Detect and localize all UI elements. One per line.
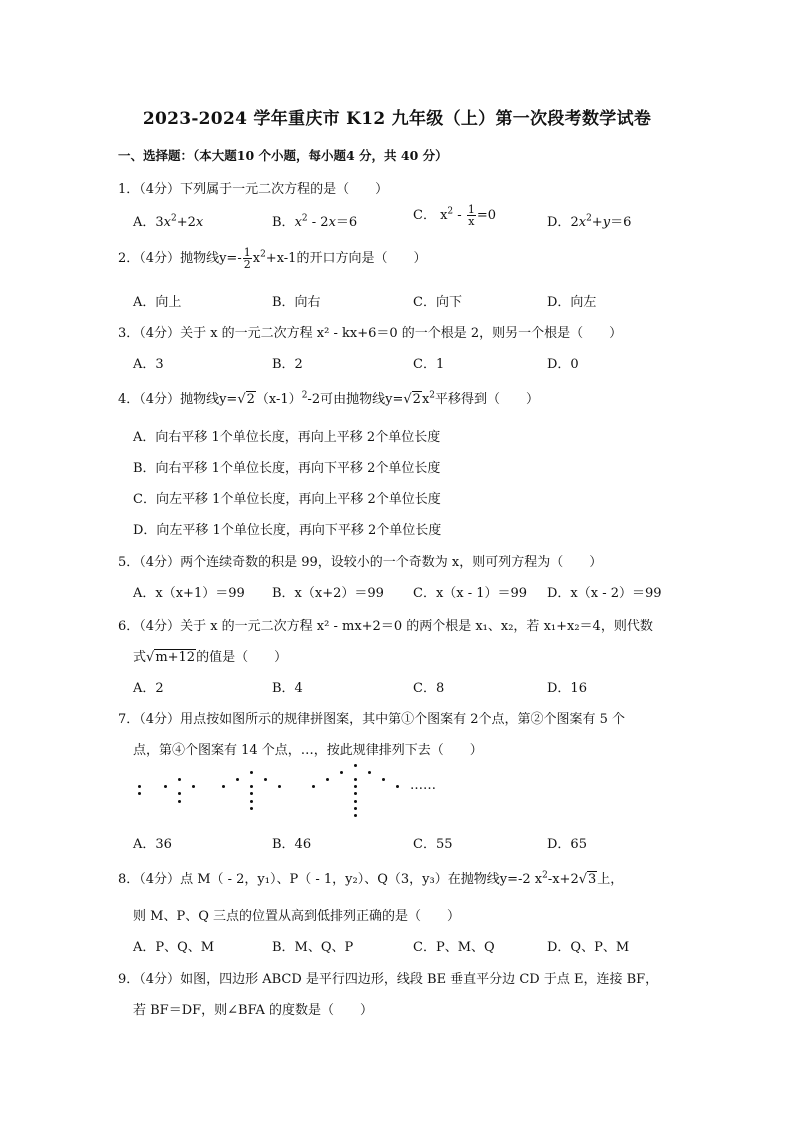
pattern-dot bbox=[368, 771, 371, 774]
question-6-line-2: 式√m+12的值是（ ） bbox=[133, 650, 288, 665]
q5-option-c: C．x（x - 1）＝99 bbox=[413, 586, 528, 601]
question-6: 6．（4分）关于 x 的一元二次方程 x² - mx+2＝0 的两个根是 x₁、x₂，若 x₁+x₂＝4，则代数 bbox=[118, 619, 653, 634]
q3-option-a: A．3 bbox=[133, 357, 164, 372]
pattern-dot bbox=[250, 785, 253, 788]
q7-option-d: D．65 bbox=[547, 837, 587, 852]
question-4: 4．（4分）抛物线$y=√2(x-1)^2-2$可由抛物线$y=√2x^2$平移得到（ ） bbox=[118, 390, 540, 407]
pattern-dot bbox=[250, 800, 253, 803]
question-8-line-2: 则 M、P、Q 三点的位置从高到低排列正确的是（ ） bbox=[133, 909, 460, 924]
section-heading: 一、选择题：（本大题10 个小题，每小题4 分，共 40 分） bbox=[118, 148, 448, 163]
q4-option-b: B．向右平移 1个单位长度，再向下平移 2个单位长度 bbox=[133, 461, 441, 476]
pattern-dot bbox=[264, 778, 267, 781]
pattern-dot bbox=[354, 764, 357, 767]
q5-option-d: D．x（x - 2）＝99 bbox=[547, 586, 662, 601]
pattern-ellipsis: …… bbox=[410, 778, 436, 793]
pattern-dot bbox=[312, 785, 315, 788]
question-2: 2．（4分）抛物线y=- $\frac{1}{2}$ $x^2+x-1$的开口方向是（ ） bbox=[118, 246, 427, 271]
question-9: 9．（4分）如图，四边形 ABCD 是平行四边形，线段 BE 垂直平分边 CD 于点 E，连接 BF， bbox=[118, 972, 659, 987]
page-title: 2023-2024 学年重庆市 K12 九年级（上）第一次段考数学试卷 bbox=[142, 109, 652, 129]
q7-option-c: C．55 bbox=[413, 837, 453, 852]
q5-option-b: B．x（x+2）＝99 bbox=[272, 586, 384, 601]
pattern-dot bbox=[354, 814, 357, 817]
pattern-dot bbox=[138, 792, 141, 795]
q1-option-d: D．$2x^2+y=6$ bbox=[547, 213, 632, 230]
question-5: 5．（4分）两个连续奇数的积是 99，设较小的一个奇数为 x，则可列方程为（ ） bbox=[118, 555, 603, 570]
q2-option-d: D．向左 bbox=[547, 295, 597, 310]
q3-option-d: D．0 bbox=[547, 357, 579, 372]
q2-option-c: C．向下 bbox=[413, 295, 462, 310]
question-8: 8．（4分）点 M（ - 2，y₁）、P（ - 1，y₂）、Q（3，y₃）在抛物线y=-2 $x^2-x+2√3$上， bbox=[118, 870, 624, 887]
q7-option-b: B．46 bbox=[272, 837, 312, 852]
question-score: （4分） bbox=[139, 182, 181, 197]
pattern-dot bbox=[164, 785, 167, 788]
question-text: 下列属于一元二次方程的是（ ） bbox=[180, 182, 389, 197]
q1-option-b: B．$x^2 - 2x=6$ bbox=[272, 213, 358, 230]
pattern-dot bbox=[250, 792, 253, 795]
pattern-dot bbox=[250, 771, 253, 774]
q2-option-a: A．向上 bbox=[133, 295, 182, 310]
pattern-dot bbox=[354, 792, 357, 795]
pattern-dot bbox=[250, 807, 253, 810]
q4-option-c: C．向左平移 1个单位长度，再向上平移 2个单位长度 bbox=[133, 492, 441, 507]
pattern-dot bbox=[138, 785, 141, 788]
q8-option-c: C．P、M、Q bbox=[413, 940, 495, 955]
question-1 bbox=[118, 178, 388, 197]
q8-option-d: D．Q、P、M bbox=[547, 940, 630, 955]
pattern-dot bbox=[236, 778, 239, 781]
pattern-dot bbox=[178, 792, 181, 795]
q4-option-d: D．向左平移 1个单位长度，再向下平移 2个单位长度 bbox=[133, 523, 442, 538]
pattern-dot bbox=[354, 785, 357, 788]
pattern-dot bbox=[178, 778, 181, 781]
q3-option-c: C．1 bbox=[413, 357, 445, 372]
pattern-dot bbox=[354, 800, 357, 803]
pattern-dot bbox=[278, 785, 281, 788]
question-3: 3．（4分）关于 x 的一元二次方程 x² - kx+6＝0 的一个根是 2，则另一个根是（ ） bbox=[118, 326, 623, 341]
pattern-dot bbox=[382, 778, 385, 781]
q8-option-a: A．P、Q、M bbox=[133, 940, 215, 955]
question-9-line-2: 若 BF＝DF，则∠BFA 的度数是（ ） bbox=[133, 1003, 374, 1018]
question-number: 1． bbox=[118, 182, 140, 197]
question-7-line-2: 点，第④个图案有 14 个点，…，按此规律排列下去（ ） bbox=[133, 743, 483, 758]
pattern-dot bbox=[340, 771, 343, 774]
q6-option-b: B．4 bbox=[272, 681, 303, 696]
q6-option-a: A．2 bbox=[133, 681, 164, 696]
q6-option-d: D．16 bbox=[547, 681, 587, 696]
q2-option-b: B．向右 bbox=[272, 295, 321, 310]
q7-option-a: A．36 bbox=[133, 837, 172, 852]
q6-option-c: C．8 bbox=[413, 681, 445, 696]
q1-option-a: A．$3x^2+2x$ bbox=[133, 213, 204, 230]
pattern-dot bbox=[192, 785, 195, 788]
q3-option-b: B．2 bbox=[272, 357, 303, 372]
pattern-dot bbox=[354, 778, 357, 781]
pattern-dot bbox=[178, 800, 181, 803]
q4-option-a: A．向右平移 1个单位长度，再向上平移 2个单位长度 bbox=[133, 430, 441, 445]
pattern-dot bbox=[396, 785, 399, 788]
pattern-dot bbox=[354, 807, 357, 810]
pattern-dot bbox=[326, 778, 329, 781]
q8-option-b: B．M、Q、P bbox=[272, 940, 354, 955]
pattern-dot bbox=[222, 785, 225, 788]
q1-option-c: C． $x^2$ - $\frac{1}{x}$ =0 bbox=[413, 203, 496, 228]
question-7: 7．（4分）用点按如图所示的规律拼图案，其中第①个图案有 2个点，第②个图案有 5 个 bbox=[118, 712, 626, 727]
q5-option-a: A．x（x+1）＝99 bbox=[133, 586, 245, 601]
